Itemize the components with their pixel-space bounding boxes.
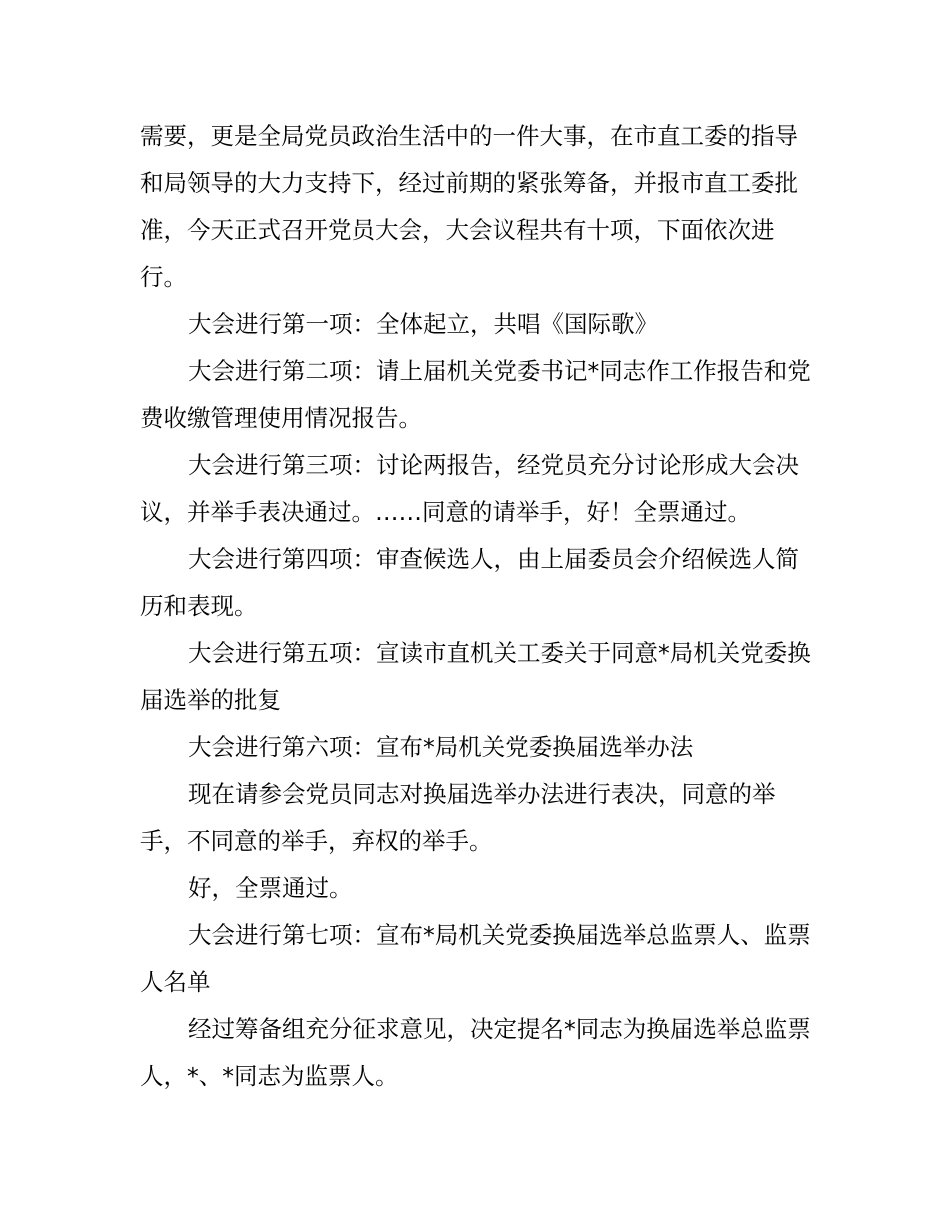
paragraph-nomination: 经过筹备组充分征求意见，决定提名*同志为换届选举总监票人，*、*同志为监票人。: [140, 1015, 811, 1090]
paragraph-item-4: 大会进行第四项：审查候选人，由上届委员会介绍候选人简历和表现。: [140, 545, 799, 620]
paragraph-item-7: 大会进行第七项：宣布*局机关党委换届选举总监票人、监票人名单: [140, 921, 811, 996]
paragraph-continuation: 需要，更是全局党员政治生活中的一件大事，在市直工委的指导和局领导的大力支持下，经过前期的紧张筹备，并报市直工委批准，今天正式召开党员大会，大会议程共有十项，下面依次进行。: [140, 122, 798, 291]
paragraph-vote-instruction: 现在请参会党员同志对换届选举办法进行表决，同意的举手，不同意的举手，弃权的举手。: [140, 780, 776, 855]
document-body: [140, 113, 812, 1100]
paragraph-item-3: 大会进行第三项：讨论两报告，经党员充分讨论形成大会决议，并举手表决通过。……同意的请举手，好！全票通过。: [140, 451, 799, 526]
paragraph-vote-result: 好，全票通过。: [188, 874, 353, 902]
paragraph-item-6: 大会进行第六项：宣布*局机关党委换届选举办法: [188, 733, 694, 761]
paragraph-item-1: 大会进行第一项：全体起立，共唱《国际歌》: [188, 310, 658, 338]
paragraph-item-5: 大会进行第五项：宣读市直机关工委关于同意*局机关党委换届选举的批复: [140, 639, 811, 714]
paragraph-item-2: 大会进行第二项：请上届机关党委书记*同志作工作报告和党费收缴管理使用情况报告。: [140, 357, 811, 432]
